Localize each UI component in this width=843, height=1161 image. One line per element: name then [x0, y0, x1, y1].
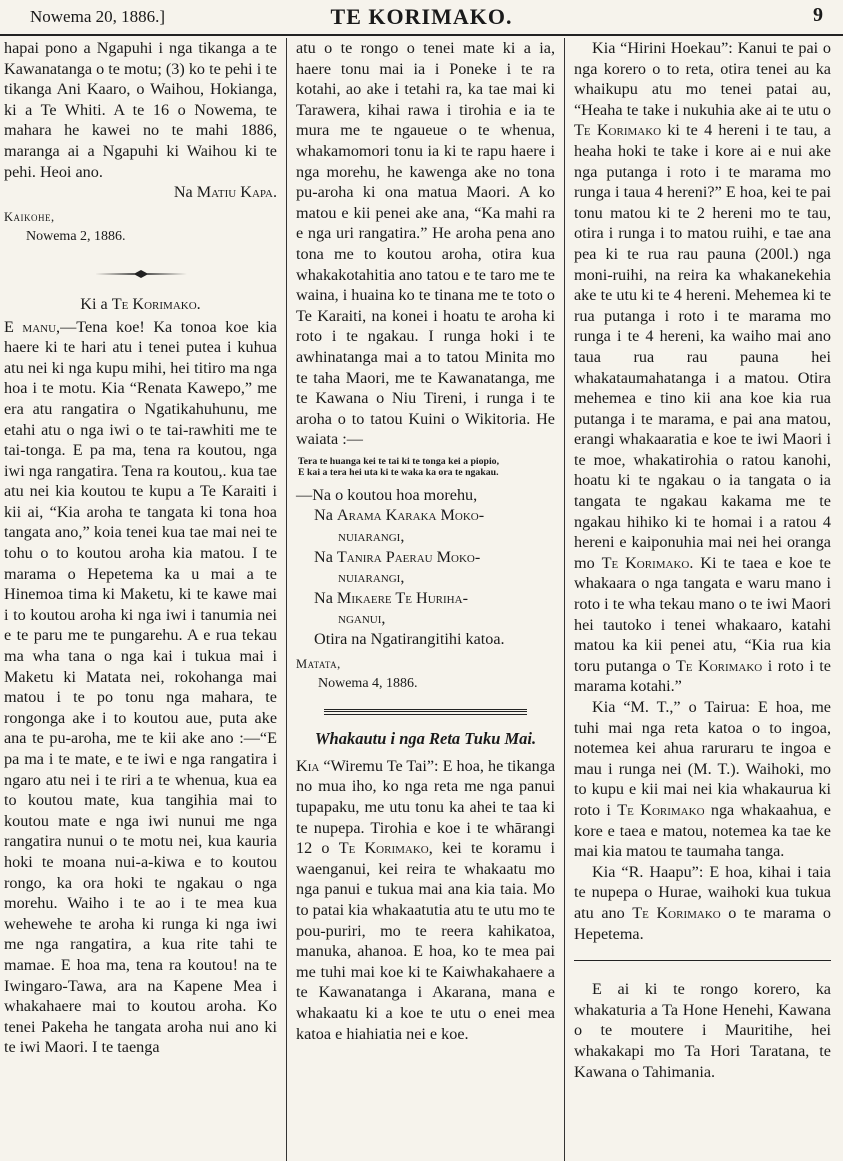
signature-1-name: Arama Karaka Moko- [336, 506, 485, 525]
signature-2 [296, 547, 555, 568]
reply-4 [574, 862, 831, 944]
signature-2-prefix: Na [314, 547, 337, 566]
waiata-line-2: E kai a tera hei uta ki te waka ka ora te ngakau. [298, 467, 499, 479]
page-number: 9 [813, 4, 823, 26]
signature-2-name: Tanira Paerau Moko- [336, 547, 481, 566]
waiata-line-1: Tera te huanga kei te tai ki te tonga kei a piopio, [298, 455, 500, 467]
reply-3 [574, 697, 831, 862]
reply-1-text-b: , kei te koramu i waenganui, kei reira te whakaatu mo nga panui e tukua mai ana kia taia. Mo to patai kia whakaatutia atu te utu mo te pou-puriri, mo te reera kahikatoa, manuka, ahanoa. E hoa, ko te mea pai me tuhi mai koe ki te Kaiwhakahaere a te Kawanatanga i Akarana, mana e whakaatu ki a koe te utu o enei mea katoa e hiahiatia nei e koe. [296, 839, 556, 1043]
news-divider [574, 960, 831, 961]
column-2 [288, 38, 563, 1158]
letter-2-heading-prefix: Ki a [80, 294, 112, 313]
reply-2-paper-name-3: Te Korimako [675, 656, 763, 675]
reply-4-paper-name: Te Korimako [632, 903, 721, 922]
news-item: E ai ki te rongo korero, ka whakaturia a Ta Hone Henehi, Kawana o te moutere i Mauritihe, hei whakakapi mo Ta Hori Taratana, te Kawana o Tahimania. [574, 980, 831, 1081]
letter-2-date: Nowema 4, 1886. [318, 676, 418, 692]
reply-4-text-b: o te marama o Hepetema. [574, 903, 832, 943]
letter-2-dateline [296, 654, 555, 695]
column-3 [566, 38, 843, 1158]
reply-1-paper-name: Te Korimako [338, 839, 429, 858]
reply-4-text-a: Kia “R. Haapu”: E hoa, kihai i taia te nupepa o Hurae, waihoki kua tukua atu ano [574, 862, 831, 922]
signature-1 [296, 505, 555, 526]
signature-2-cont: nuiarangi, [338, 568, 405, 587]
section-heading: Whakautu i nga Reta Tuku Mai. [314, 728, 537, 748]
letter-2-heading [4, 294, 277, 315]
reply-2-text-b: ki te 4 hereni i te tau, a heaha hoki te take i kore ai e nui ake nga putanga i roto i te marama mo runga i taua 4 hereni?” E hoa, kei te pai tonu matou ki te 2 hereni mo te tau, otira i runga i to matou ruihi, e tae ana pea ki te rua rau pauna (200l.) nga moni-ruihi, na reira ka whakanekehia ake te utu ki te 4 hereni. Mehemea ki te rua putanga i roto i te marama mo runga i te 4 hereni, ka waiho mai ano taua rua rau pauna hei whakataumahatanga i a matou. Otira mehemea e tino kii ana koe kia rua putanga i te marama, e pai ana matou, erangi whakaaratia e koe te iwi Maori i te moe, whakatirohia o ratou kanohi, hoatu ki te ngakau o ia tangata o ia tangata te ngakau kakama me te ngakau hihiko ki te homai i a ratou 4 hereni e kaiponuhia mai nei hei oranga mo [574, 121, 831, 572]
letter-2-salutation: E manu, [4, 317, 61, 336]
signature-4: Otira na Ngatirangitihi katoa. [314, 630, 505, 649]
letter-2-closing: —Na o koutou hoa morehu, [296, 485, 478, 504]
letter-1-signoff-prefix: Na [173, 183, 197, 202]
letter-1-signoff-name: Matiu Kapa. [196, 183, 277, 202]
signature-3-prefix: Na [314, 588, 337, 607]
letter-2-heading-name: Te Korimako. [111, 294, 201, 313]
letter-2-body-continued: atu o te rongo o tenei mate ki a ia, haere tonu mai ia i Poneke i te ra kotahi, ao ake i tetahi ra, ka tae mai ki Tarawera, kihai rawa i tirohia e ia te mura me te ngaueue o te whenua, whakamomori tonu ia ki te rapu haere i nga morehu, he kawenga ake no tona pu-aroha ki ona matua Maori. A ko matou e kii penei ake ana, “Ka mahi ra e nga uri rangatira.” He aroha pena ano tona me to koutou aroha, otira kua whakakotahitia ano tatou e te taro me te waina, i huaina ko te tinana me te toto o Te Karaiti, na konei i hoatu te aroha ki roto i te ngakau. I runga hoki i te awhinatanga mai a to tatou Minita mo te taha Maori, me te Kawanatanga, me te Kawana o Niu Tireni, i runga i te aroha o to tatou Kuini o Wikitoria. He waiata :— [296, 39, 555, 449]
ornament-rule-icon [95, 269, 187, 279]
letter-1-signoff [4, 182, 277, 203]
letter-1-dateline [4, 207, 277, 248]
section-divider [324, 709, 527, 715]
reply-1 [296, 756, 555, 1044]
signature-1-cont: nuiarangi, [338, 527, 405, 546]
reply-2-text-d: i roto i te marama kotahi.” [574, 656, 831, 696]
masthead-title: TE KORIMAKO. [330, 4, 513, 29]
reply-1-text-a: “Wiremu Te Tai”: E hoa, he tikanga no mua iho, ko nga reta me nga panui tupapaku, me utu tonu ka ahei te taa ki te nupepa. Tirohia e koe i te whārangi 12 o [296, 756, 555, 858]
ornament-divider [4, 264, 277, 274]
reply-2-paper-name-1: Te Korimako [574, 121, 662, 140]
signature-3 [296, 588, 555, 609]
signature-3-cont: nganui, [338, 609, 386, 628]
letter-1-place: Kaikohe, [4, 209, 55, 224]
signature-3-name: Mikaere Te Huriha- [336, 588, 468, 607]
letter-2-body [4, 317, 277, 1058]
reply-3-text-b: nga whakaahua, e kore e taea e matou, notemea ka tae ke mai kia matou te taumaha tanga. [574, 800, 831, 861]
header-date: Nowema 20, 1886.] [30, 7, 166, 26]
letter-1-body: hapai pono a Ngapuhi i nga tikanga a te Kawanatanga o te motu; (3) ko te pehi i te tikanga Ani Kaaro, o Waihou, Hokianga, ki a Te Whiti. A te 16 o Nowema, te mahara he kawei no te mahi 1886, maranga ai a Ngapuhi ki Waihou ki te pehi. Heoi ano. [4, 39, 277, 181]
page-header [0, 0, 843, 36]
reply-1-prefix: Kia [296, 756, 320, 775]
letter-1-date: Nowema 2, 1886. [26, 229, 126, 245]
column-1 [0, 38, 285, 1158]
column-rule-right [564, 38, 565, 1161]
letter-2-body-text: —Tena koe! Ka tonoa koe kia haere ki te hari atu i tenei putea i kuhua atu nei ki nga kupu mihi, hei titiro ma nga hoa i te motu. Kia “Renata Kawepo,” me era atu rangatira o Ngatikahuhunu, me etahi atu o nga iwi o te tai-rawhiti me te tai-tonga. E pa ma, tena ra koutou, nga iwi nga rangatira. Tena ra koutou,. kua tae atu nei kia koutou te kupu a Te Karaiti i kii ai, “Kia aroha te tangata ki tona hoa tangata ano,” koia tenei kua tae mai nei te tohu o to koutou aroha kia matou. I te marama o Hepetema ka u mai a te Hinemoa tima ki Maketu, ki te kawe mai i to koutou aroha ki nga iwi i tanumia nei e te paru me te pungarehu. A e rua tekau ma wha tana o nga kai i tukua mai i Maketu ki Matata nei, rokohanga mai matou i te po tonu nga mahara, te rongonga ake i to koutou aue, puta ake ana te pu-aroha, me te kii ake ano :—“E pa ma i te mate, e te iwi e nga rangatira i ngaro atu nei i te riri a te whenua, kua ea to koutou mate, kua tangihia mai to koutou mate e nga iwi nunui me nga rangatira nunui o te motu nei, kua kauria hoki te moana nui-a-kiwa e to koutou rongo, ka ora hoki te ngakau o nga morehu. Waiho i te ao i te mea kua wehewehe te aroha ki runga ki nga iwi me nga rangatira, a kua rite tahi te mamae. E hoa ma, tena ra koutou! na te Iwingaro-Tawa, ara na Kapene Mea i whakahaere mai to koutou aroha. Ko tenei Pakeha he tangata aroha nui ano ki te iwi Maori. I te taenga [4, 317, 277, 1057]
signature-1-prefix: Na [314, 506, 337, 525]
reply-2-text-a: Kia “Hirini Hoekau”: Kanui te pai o nga korero o to reta, otira tenei au ka whaikupu atu mo tenei patai au, “Heaha te take i nukuhia ake ai te utu o [574, 39, 831, 119]
reply-2-text-c: . Ki te taea e koe te whakaara o nga tangata e waru mano i roto i te wha tekau mano o te iwi Maori hei tautoko i tenei whakaaro, katahi matou ka kii penei atu, “Kia rua kia toru putanga o [574, 553, 831, 675]
letter-2-place: Matata, [296, 656, 341, 671]
reply-3-paper-name: Te Korimako [617, 800, 705, 819]
reply-2 [574, 38, 831, 697]
reply-3-text-a: Kia “M. T.,” o Tairua: E hoa, me tuhi mai nga reta katoa o to ingoa, notemea kei ahua raruraru te ingoa e mau i runga nei (M. T.). Waihoki, mo to kupu e kii mai nei kia whakaurua ki roto i [574, 698, 831, 819]
column-rule-left [286, 38, 287, 1161]
reply-2-paper-name-2: Te Korimako [601, 553, 690, 572]
